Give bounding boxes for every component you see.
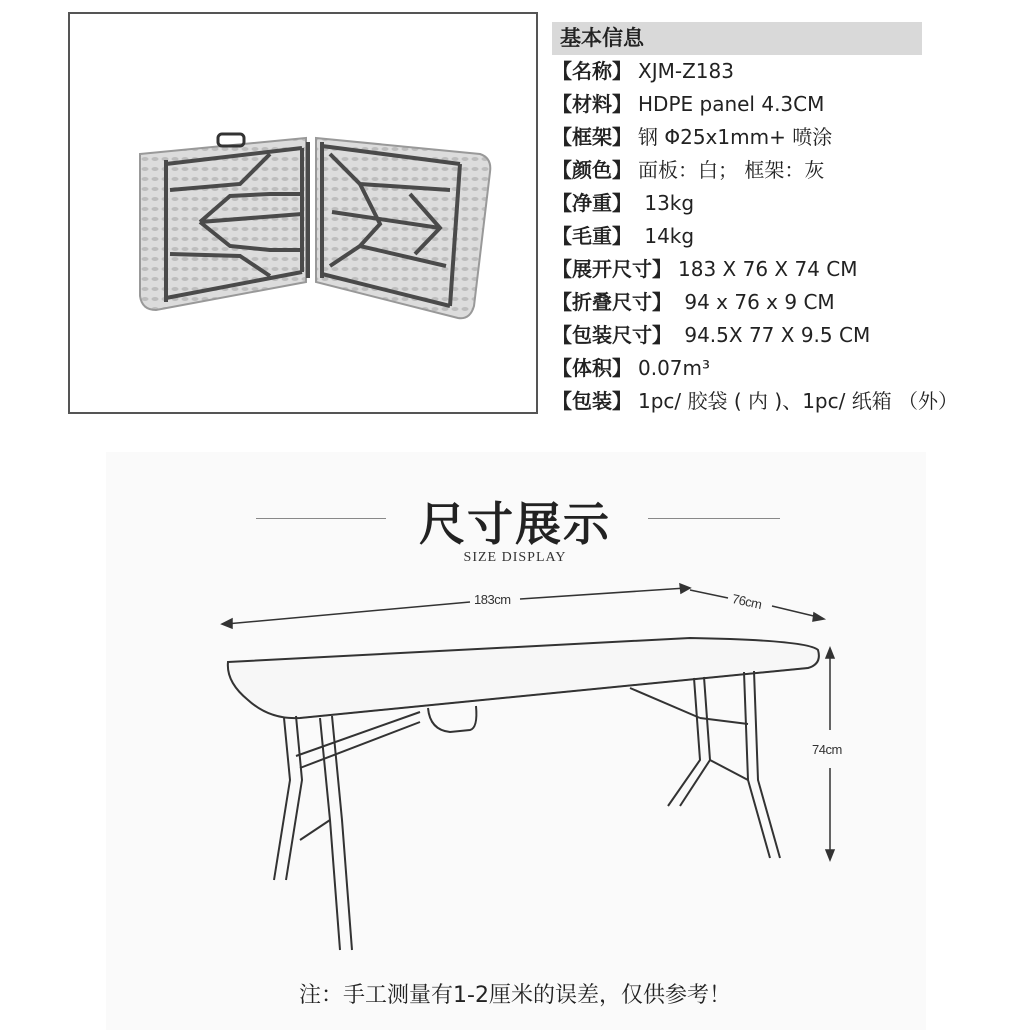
dimension-subtitle: SIZE DISPLAY [463, 550, 567, 565]
spec-label: 【材料】 [552, 92, 632, 116]
spec-value: 1pc/ 胶袋 ( 内 )、1pc/ 纸箱 （外） [638, 389, 959, 413]
spec-value: 面板：白； 框架：灰 [638, 158, 825, 182]
spec-label: 【净重】 [552, 191, 632, 215]
measurement-note: 注：手工测量有1-2厘米的误差，仅供参考！ [299, 983, 731, 1008]
spec-label: 【颜色】 [552, 158, 632, 182]
spec-value: 钢 Φ25x1mm+ 喷涂 [638, 125, 833, 149]
spec-label: 【名称】 [552, 59, 632, 83]
spec-value: HDPE panel 4.3CM [638, 92, 825, 116]
height-dimension-label: 74cm [812, 742, 842, 757]
spec-label: 【毛重】 [552, 224, 632, 248]
spec-value: XJM-Z183 [638, 59, 734, 83]
length-dimension-label: 183cm [474, 592, 511, 607]
spec-header: 基本信息 [552, 22, 922, 55]
spec-label: 【包装】 [552, 389, 632, 413]
spec-label: 【折叠尺寸】 [552, 290, 672, 314]
spec-label: 【框架】 [552, 125, 632, 149]
spec-value: 183 X 76 X 74 CM [678, 257, 858, 281]
spec-value: 14kg [638, 224, 695, 248]
spec-label: 【体积】 [552, 356, 632, 380]
spec-value: 94 x 76 x 9 CM [678, 290, 835, 314]
spec-value: 94.5X 77 X 9.5 CM [678, 323, 871, 347]
width-dimension-label: 76cm [730, 591, 764, 612]
spec-label: 【展开尺寸】 [552, 257, 672, 281]
spec-value: 0.07m³ [638, 356, 711, 380]
dimension-title: 尺寸展示 [419, 497, 611, 551]
spec-label: 【包装尺寸】 [552, 323, 672, 347]
spec-value: 13kg [638, 191, 695, 215]
